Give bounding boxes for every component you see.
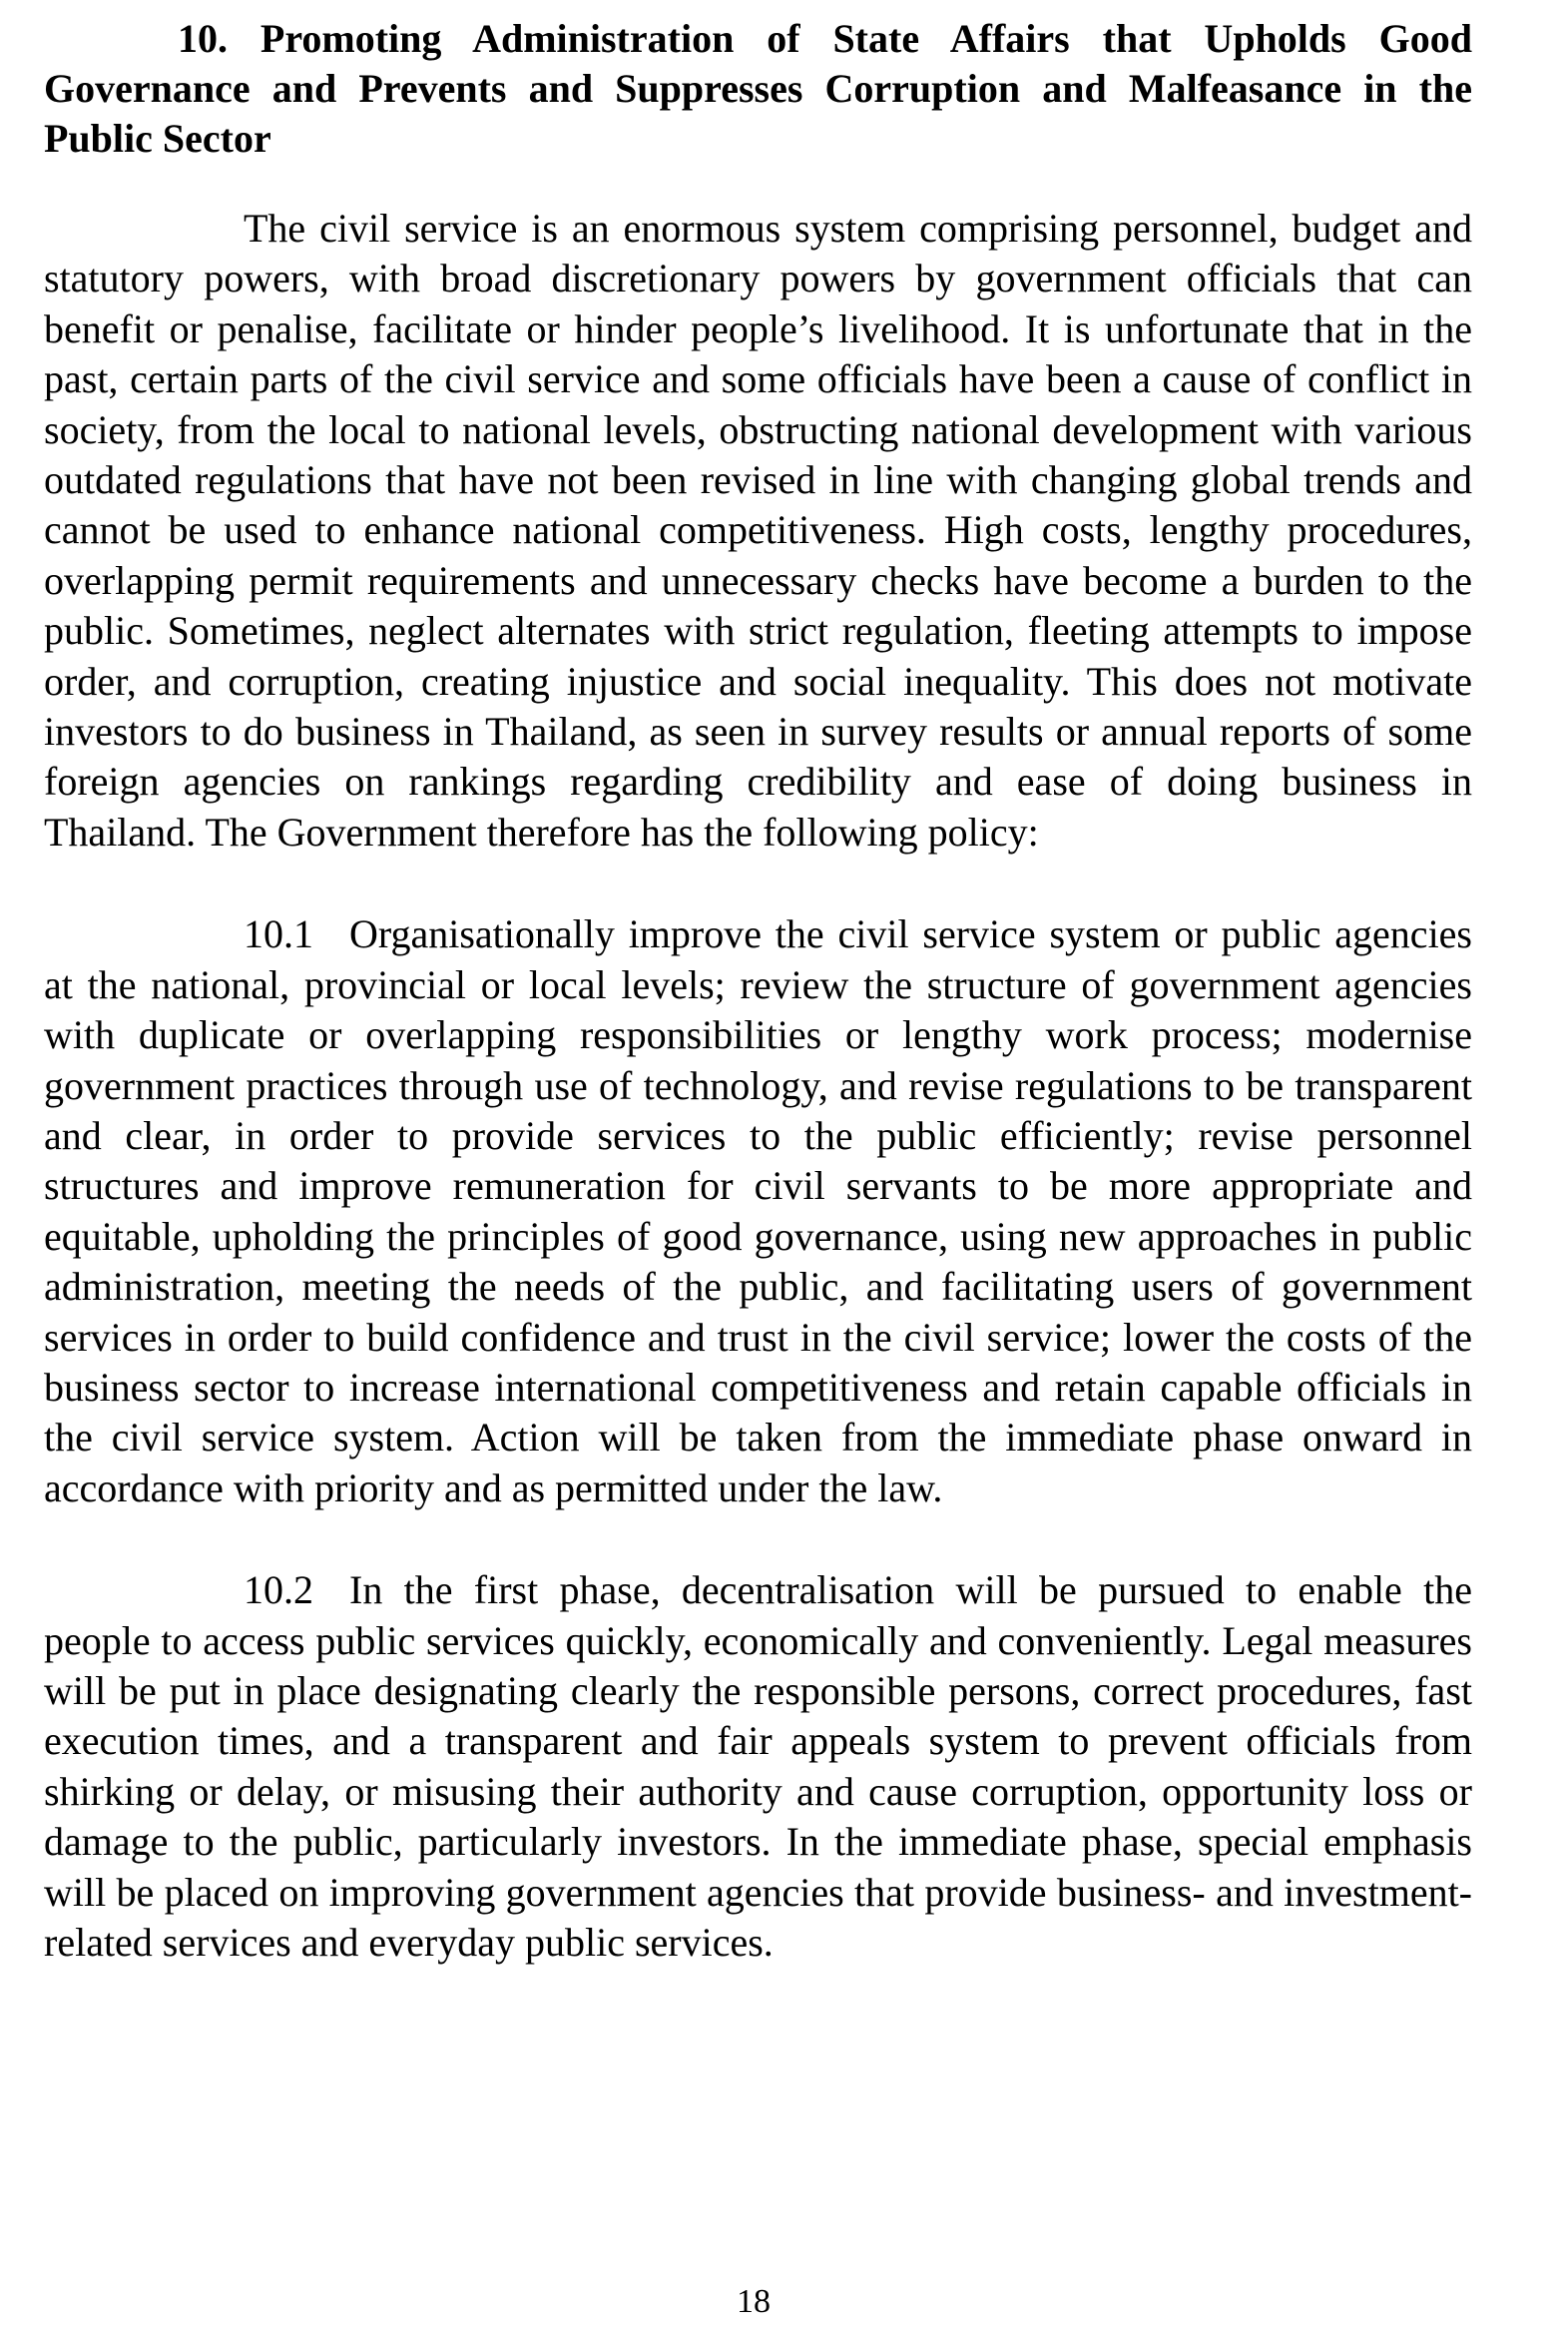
intro-paragraph: The civil service is an enormous system comprising personnel, budget and statutory powers, with broad discretionary powers by government officials that can benefit or penalise, facilitate or hinder people’s livelihood. It is unfortunate that in the past, certain parts of the civil service and some officials have been a cause of conflict in society, from the local to national levels, obstructing national development with various outdated regulations that have not been revised in line with changing global trends and cannot be used to enhance national competitiveness. High costs, lengthy procedures, overlapping permit requirements and unnecessary checks have become a burden to the public. Sometimes, neglect alternates with strict regulation, fleeting attempts to impose order, and corruption, creating injustice and social inequality. This does not motivate investors to do business in Thailand, as seen in survey results or annual reports of some foreign agencies on rankings regarding credibility and ease of doing business in Thailand. The Government therefore has the following policy: — [44, 206, 1472, 855]
section-number: 10. — [178, 16, 228, 61]
policy-item-text: In the first phase, decentralisation will be pursued to enable the people to access public services quickly, economically and conveniently. Legal measures will be put in place designating clearly the responsible persons, correct procedures, fast execution times, and a transparent and fair appeals system to prevent officials from shirking or delay, or misusing their authority and cause corruption, opportunity loss or damage to the public, particularly investors. In the immediate phase, special emphasis will be placed on improving government agencies that provide business- and investment-related services and everyday public services. — [44, 1567, 1472, 1965]
section-title: Promoting Administration of State Affairs that Upholds Good Governance and Prevents and Suppresses Corruption and Malfeasance in the Public Sector — [44, 16, 1472, 161]
document-page — [44, 14, 1472, 1968]
policy-item-number: 10.1 — [244, 911, 313, 957]
policy-item-10-2 — [44, 1565, 1472, 1968]
section-heading — [44, 14, 1472, 164]
policy-item-number: 10.2 — [244, 1567, 313, 1613]
page-number: 18 — [737, 2283, 771, 2320]
policy-item-text: Organisationally improve the civil service system or public agencies at the national, provincial or local levels; review the structure of government agencies with duplicate or overlapping responsibilities or lengthy work process; modernise government practices through use of technology, and revise regulations to be transparent and clear, in order to provide services to the public efficiently; revise personnel structures and improve remuneration for civil servants to be more appropriate and equitable, upholding the principles of good governance, using new approaches in public administration, meeting the needs of the public, and facilitating users of government services in order to build confidence and trust in the civil service; lower the costs of the business sector to increase international competitiveness and retain capable officials in the civil service system. Action will be taken from the immediate phase onward in accordance with priority and as permitted under the law. — [44, 911, 1472, 1510]
policy-item-10-1 — [44, 909, 1472, 1513]
